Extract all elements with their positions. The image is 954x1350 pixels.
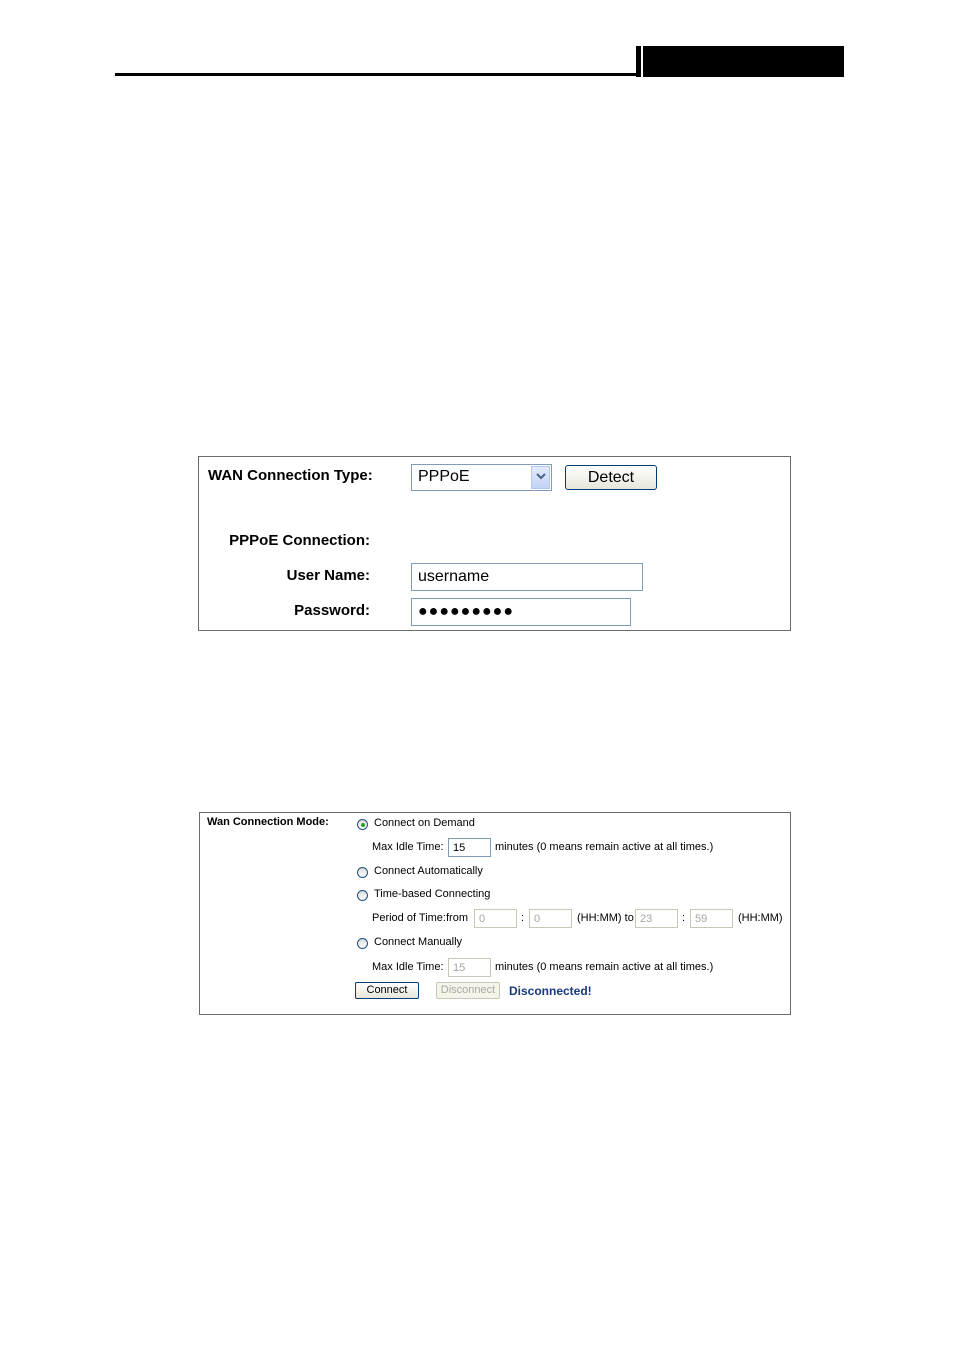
password-label: Password: [294,602,370,619]
disconnect-button[interactable]: Disconnect [436,982,500,999]
header-rule [115,73,636,76]
from-colon: : [521,912,525,924]
max-idle-label-1: Max Idle Time: [372,841,444,853]
option-connect-automatically-label: Connect Automatically [374,865,483,877]
radio-selected-dot [361,823,365,827]
password-mask: ●●●●●●●●● [418,603,514,620]
period-label: Period of Time:from [372,912,468,924]
idle-note-2: minutes (0 means remain active at all times.) [495,961,714,973]
radio-connect-on-demand[interactable] [357,819,368,830]
radio-connect-manually[interactable] [357,938,368,949]
username-label: User Name: [286,567,370,584]
max-idle-input-2[interactable] [448,958,491,977]
max-idle-input-1[interactable] [448,838,491,857]
wan-type-panel [198,456,791,631]
detect-button[interactable]: Detect [565,465,657,490]
chevron-down-icon[interactable] [531,466,550,489]
to-colon: : [682,912,686,924]
wan-type-select[interactable] [411,464,552,491]
pppoe-connection-label: PPPoE Connection: [229,532,370,549]
radio-time-based[interactable] [357,890,368,901]
hhmm-to-label: (HH:MM) to [577,912,634,924]
wan-mode-label: Wan Connection Mode: [207,816,329,828]
option-time-based-label: Time-based Connecting [374,888,491,900]
radio-connect-automatically[interactable] [357,867,368,878]
connect-button[interactable]: Connect [355,982,419,999]
username-input[interactable] [411,563,643,591]
from-minute-input[interactable] [529,909,572,928]
max-idle-label-2: Max Idle Time: [372,961,444,973]
option-connect-on-demand-label: Connect on Demand [374,817,475,829]
wan-type-label: WAN Connection Type: [208,467,373,484]
wan-mode-panel [199,812,791,1015]
wan-type-value: PPPoE [418,468,470,485]
connection-status: Disconnected! [509,984,592,998]
to-hour-input[interactable] [635,909,678,928]
hhmm-label: (HH:MM) [738,912,783,924]
from-hour-input[interactable] [474,909,517,928]
option-connect-manually-label: Connect Manually [374,936,463,948]
to-minute-input[interactable] [690,909,733,928]
header-block [636,46,844,77]
header-block-divider [641,46,643,77]
idle-note-1: minutes (0 means remain active at all times.) [495,841,714,853]
password-input[interactable] [411,598,631,626]
